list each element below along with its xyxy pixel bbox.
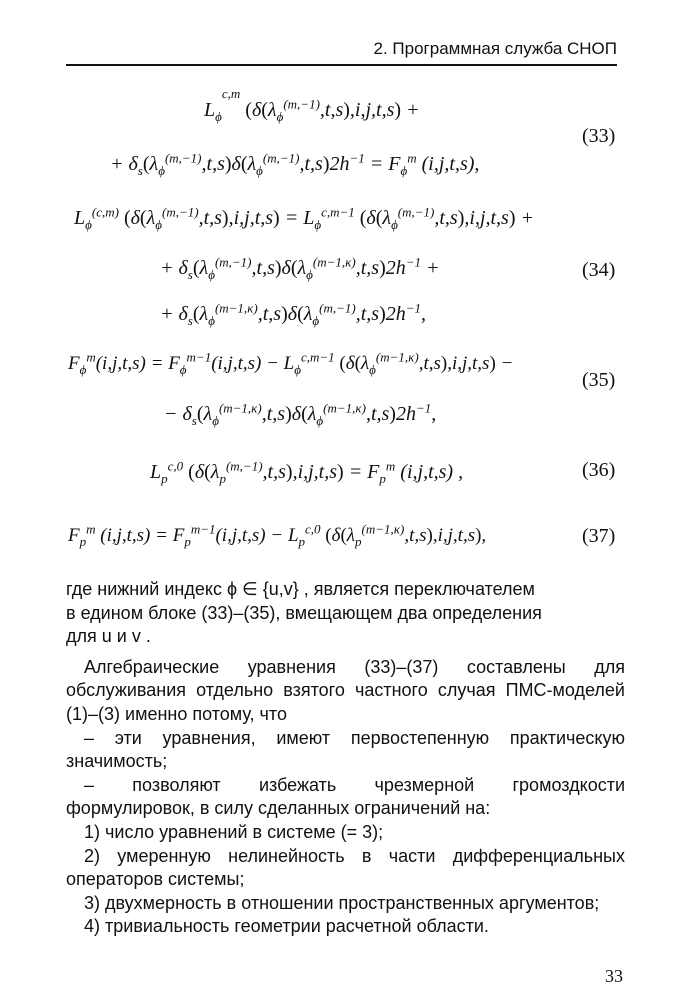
- paragraph-2: Алгебраические уравнения (33)–(37) составлены для обслуживания отдельно взятого частного случая ПМС-моделей (1)–(3) именно потому, что: [66, 656, 625, 724]
- equation-35-line-2: − $\delta_s(\lambda_\phi^{(m-1,\kappa)},t,s)\delta(\lambda_\phi^{(m-1,\kappa)},t,s)2h^{-1}$,: [164, 400, 437, 428]
- equation-34-line-1: $L_\phi^{(c,m)}$ $(\delta(\lambda_\phi^{(m,-1)},t,s),i,j,t,s) = L_\phi^{c,m-1}$ $(\delta(\lambda_\phi^{(m,-1)},t,s),i,j,t,s)$ +: [74, 204, 535, 232]
- page-number: 33: [605, 966, 623, 986]
- paragraph-1-line-3: для u и v .: [66, 626, 151, 647]
- equation-34-line-2: + $\delta_s(\lambda_\phi^{(m,-1)},t,s)\delta(\lambda_\phi^{(m-1,\kappa)},t,s)2h^{-1}$ +: [160, 254, 440, 282]
- list-item-2: – позволяют избежать чрезмерной громоздкости формулировок, в силу сделанных ограничений на:: [66, 774, 625, 819]
- equation-number-36: (36): [582, 459, 616, 481]
- equation-35-line-1: $F_\phi^m(i,j,t,s) = F_\phi^{m-1}(i,j,t,s) - L_\phi^{c,m-1}$ $(\delta(\lambda_\phi^{(m-1,\kappa)},t,s),i,j,t,s)$ −: [68, 349, 514, 377]
- list-item-1: – эти уравнения, имеют первостепенную практическую значимость;: [66, 727, 625, 772]
- list-item-4: 2) умеренную нелинейность в части дифференциальных операторов системы;: [66, 845, 625, 890]
- list-item-5: 3) двухмерность в отношении пространственных аргументов;: [84, 892, 600, 913]
- equation-36: $L_p^{c,0}$ $(\delta(\lambda_p^{(m,-1)},t,s),i,j,t,s) = F_p^m$ (i,j,t,s) ,: [150, 458, 464, 486]
- body-text: [66, 578, 625, 939]
- equation-37: $F_p^m$ $(i,j,t,s) = F_p^{m-1}(i,j,t,s) - L_p^{c,0}$ $(\delta(\lambda_p^{(m-1,\kappa)},t,s),i,j,t,s)$,: [68, 521, 487, 549]
- list-item-6: 4) тривиальность геометрии расчетной области.: [84, 916, 489, 937]
- list-item-3: 1) число уравнений в системе (= 3);: [84, 821, 384, 842]
- paragraph-1-line-1: где нижний индекс ϕ ∈ {u,v} , является переключателем: [66, 579, 535, 599]
- equation-34-line-3: + $\delta_s(\lambda_\phi^{(m-1,\kappa)},t,s)\delta(\lambda_\phi^{(m,-1)},t,s)2h^{-1}$,: [160, 300, 427, 328]
- equation-number-35: (35): [582, 369, 616, 391]
- equation-number-37: (37): [582, 525, 616, 547]
- equation-33-line-2: + $\delta_s(\lambda_\phi^{(m,-1)},t,s)\delta(\lambda_\phi^{(m,-1)},t,s)2h^{-1} = F_\phi^m$ (i,j,t,s),: [110, 150, 480, 178]
- running-header: [66, 38, 617, 66]
- equation-33-line-1: $L_\phi^{c,m}$ $(\delta(\lambda_\phi^{(m,-1)},t,s),i,j,t,s)$ +: [204, 86, 420, 124]
- equation-number-34: (34): [582, 259, 616, 281]
- equation-number-33: (33): [582, 125, 616, 147]
- running-title: 2. Программная служба СНОП: [373, 39, 617, 58]
- paragraph-1-line-2: в едином блоке (33)–(35), вмещающем два определения: [66, 602, 542, 623]
